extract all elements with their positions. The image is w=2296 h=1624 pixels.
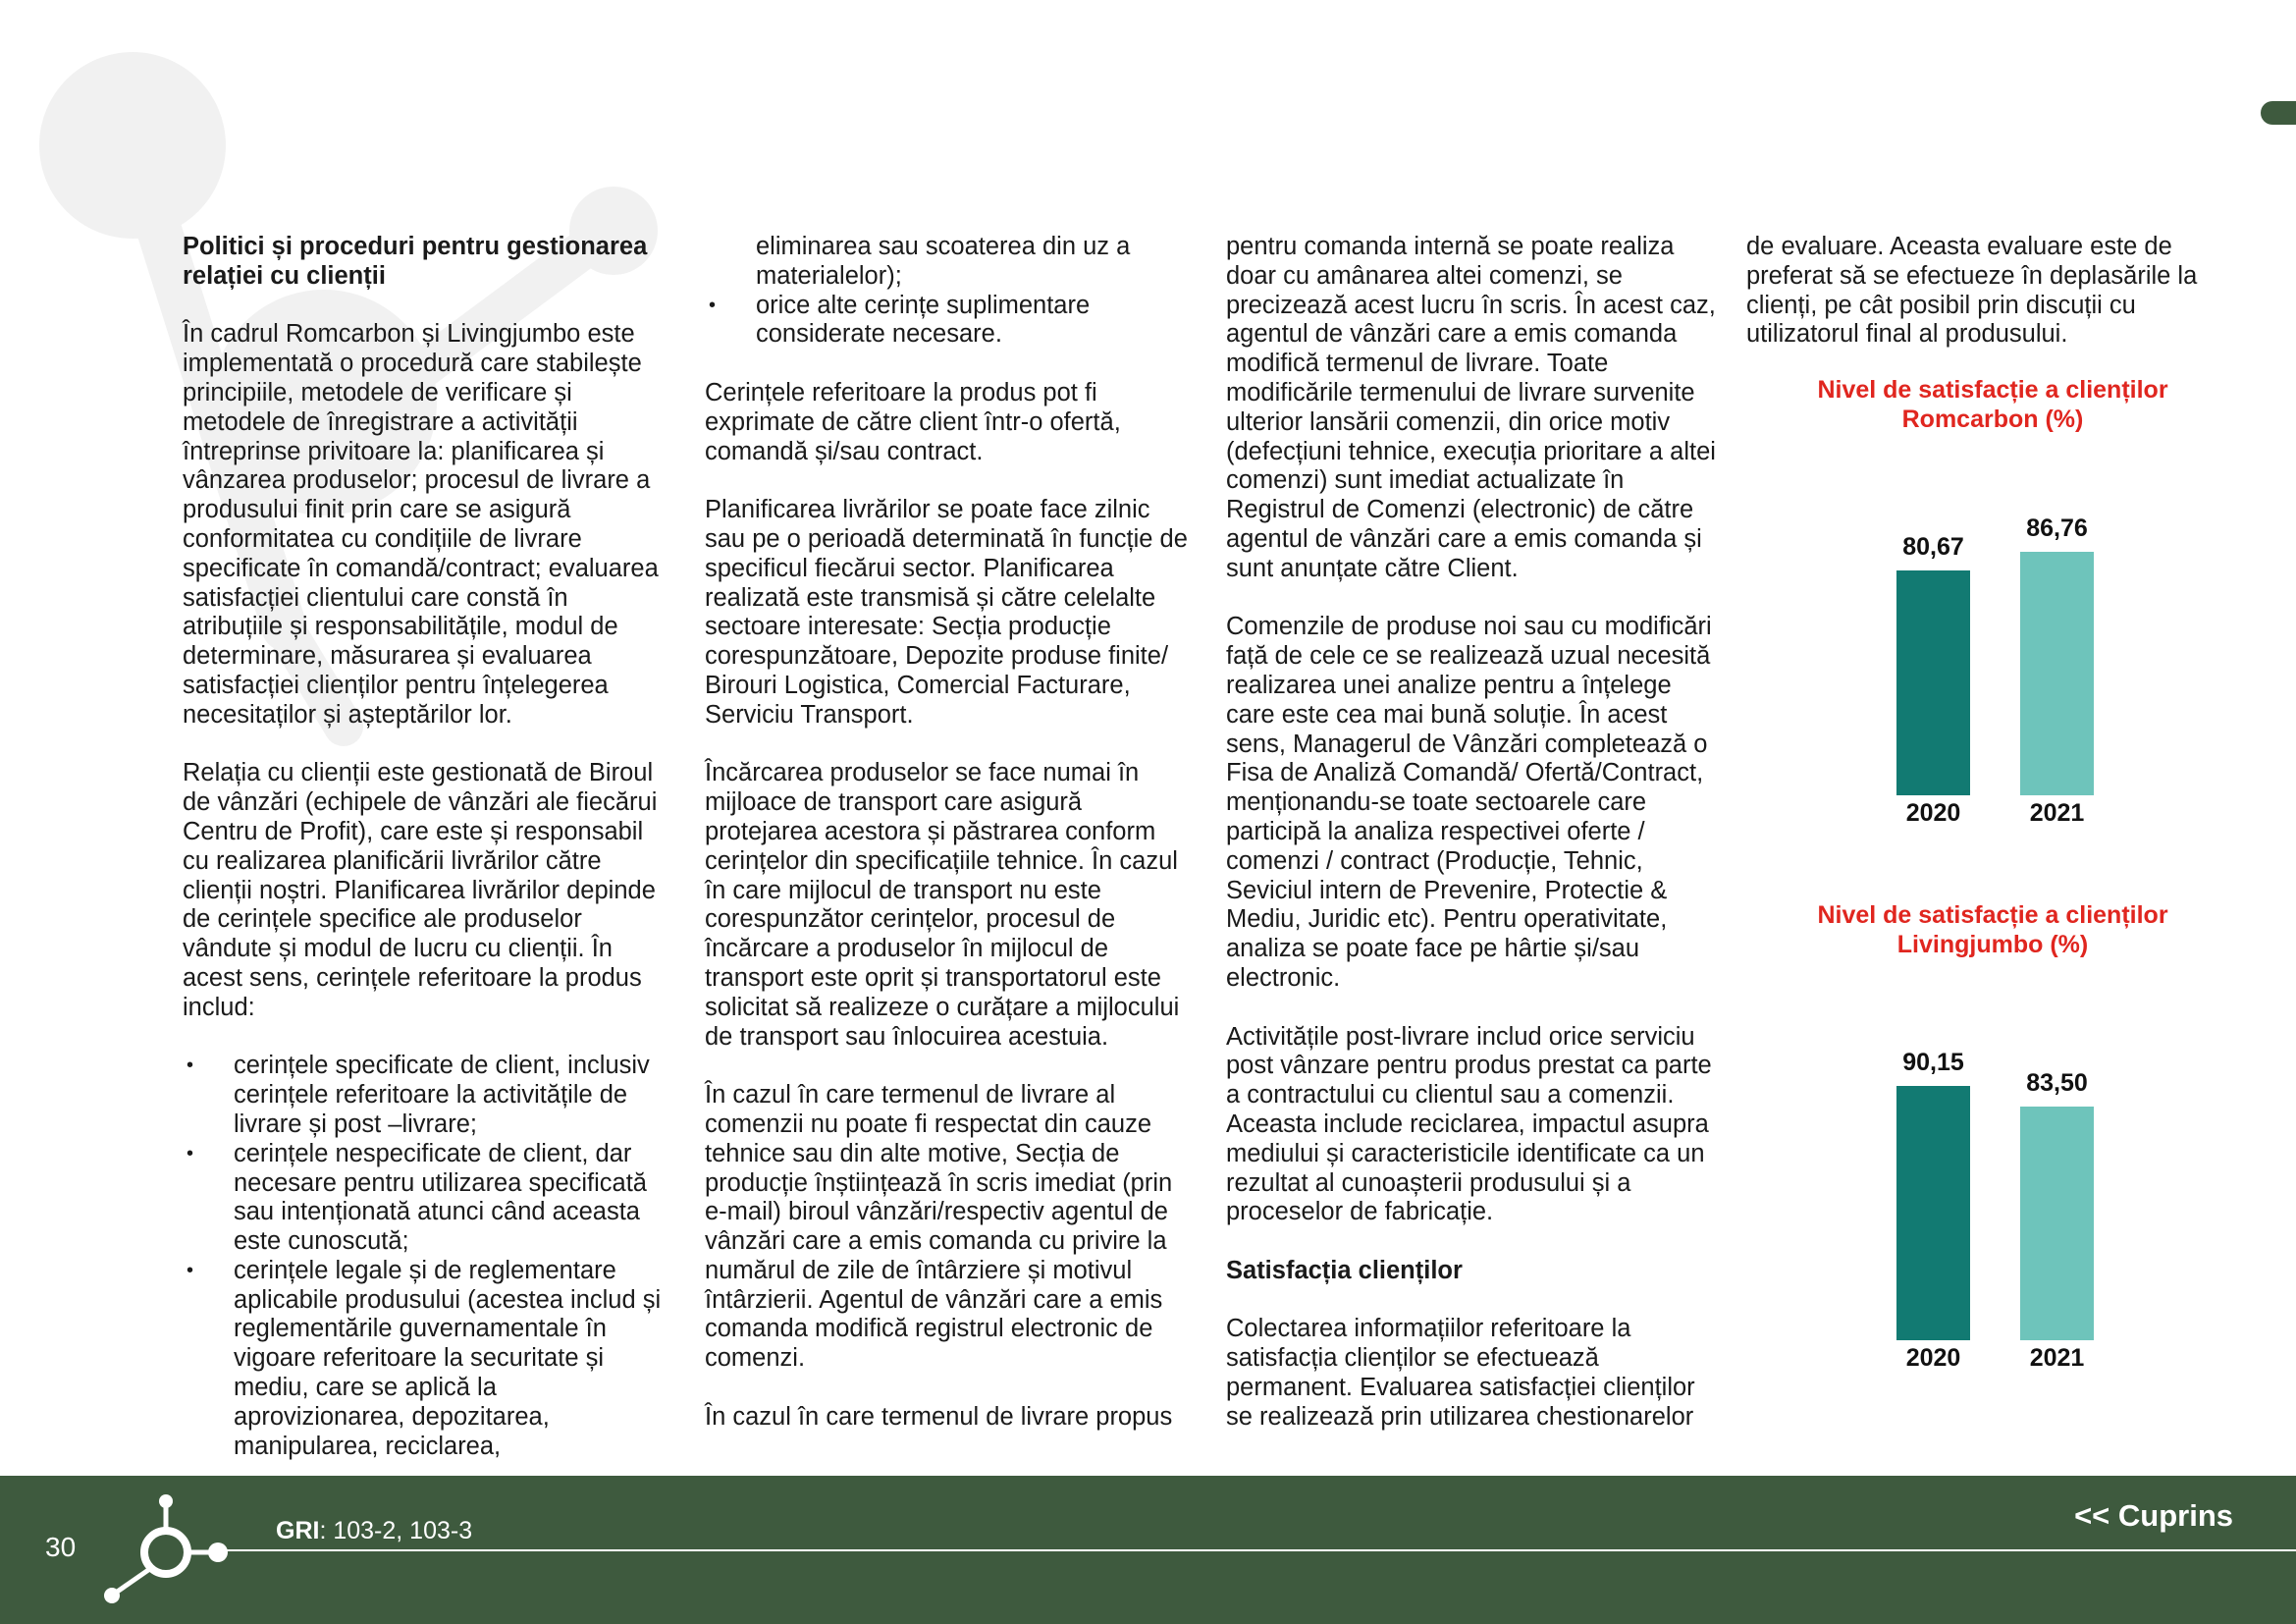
footer-bar [0, 1476, 2296, 1624]
bar-chart-romcarbon [1865, 471, 2160, 835]
list-item: • cerințele nespecificate de client, dar necesare pentru utilizarea specificată sau intenționată atunci când aceasta este cunoscută; [183, 1140, 673, 1257]
paragraph: Încărcarea produselor se face numai în mijloace de transport care asigură protejarea acestora și păstrarea conform cerințelor din specificațiile tehnice. În cazul în care mijlocul de transport nu este corespunzător cerințelor, procesul de încărcare a produselor în mijlocul de transport este oprit și transportatorul este solicitat să realizeze o curățare a mijlocului de transport sau înlocuirea acestuia. [705, 759, 1180, 1051]
text-column-1 [183, 233, 673, 1490]
category-label: 2021 [2029, 1344, 2085, 1372]
bar-2020 [1896, 1086, 1970, 1340]
paragraph: În cadrul Romcarbon și Livingjumbo este implementată o procedură care stabilește principiile, metodele de verificare și metodele de înregistrare a activității întreprinse privitoare la: planificarea și vânzarea produselor; procesul de livrare a produsului finit prin care se asigură conformitatea cu condițiile de livrare specificate în comandă/contract; evaluarea satisfacției clientului care constă în atribuțiile și responsabilitățile, modul de determinare, măsurarea și evaluarea satisfacției clienților pentru înțelegerea necesitaților și așteptărilor lor. [183, 320, 659, 729]
bar-value-label: 90,15 [1902, 1049, 1964, 1077]
category-label: 2020 [1905, 799, 1961, 827]
paragraph: Cerințele referitoare la produs pot fi exprimate de către client într-o ofertă, comandă și/sau contract. [705, 378, 1121, 465]
paragraph: În cazul în care termenul de livrare al comenzii nu poate fi respectat din cauze tehnice sau din alte motive, Secția de producție înștiințează în scris imediat (prin e-mail) biroul vânzări/respectiv agentul de vânzări care a emis comanda cu privire la numărul de zile de întârziere și motivul întârzierii. Agentul de vânzări care a emis comanda modifică registrul electronic de comenzi. [705, 1081, 1173, 1373]
requirements-list-continued [705, 292, 1196, 351]
paragraph: pentru comanda internă se poate realiza doar cu amânarea altei comenzi, se precizează acest lucru în scris. În acest caz, agentul de vânzări care a emis comanda modifică termenul de livrare. Toate modificările termenului de livrare survenite ulterior lansării comenzii, din orice motiv (defecțiuni tehnice, execuția prioritare a altei comenzi) sunt imediat actualizate în Registrul de Comenzi (electronic) de către agentul de vânzări care a emis comanda și sunt anunțate către Client. [1226, 233, 1716, 582]
paragraph: Activitățile post-livrare includ orice serviciu post vânzare pentru produs prestat ca parte a contractului cu clientul sau a comenzii. Aceasta include reciclarea, impactul asupra mediului și caracteristicile identificate ca un rezultat al cunoașterii produsului și a proceselor de fabricație. [1226, 1022, 1712, 1226]
gri-references [276, 1517, 472, 1545]
list-item: • cerințele legale și de reglementare aplicabile produsului (acestea includ și reglementările guvernamentale în vigoare referitoare la securitate și mediu, care se aplică la aprovizionarea, depozitarea, manipularea, reciclarea, [183, 1257, 673, 1462]
bar-value-label: 86,76 [2026, 514, 2088, 542]
category-label: 2021 [2029, 799, 2085, 827]
paragraph: de evaluare. Aceasta evaluare este de preferat să se efectueze în deplasările la clienți, pe cât posibil prin discuții cu utilizatorul final al produsului. [1746, 233, 2198, 349]
category-label: 2020 [1905, 1344, 1961, 1372]
bar-2021 [2020, 1107, 2094, 1340]
requirements-list [183, 1052, 673, 1461]
section-heading-satisfaction: Satisfacția clienților [1226, 1256, 1463, 1284]
bar-2021 [2020, 552, 2094, 795]
paragraph: În cazul în care termenul de livrare propus [705, 1402, 1173, 1431]
page-edge-tab [2261, 101, 2296, 125]
list-item: • orice alte cerințe suplimentare considerate necesare. [705, 292, 1196, 351]
gri-label: GRI [276, 1517, 320, 1544]
molecule-logo-icon [98, 1489, 236, 1607]
list-item-continuation: eliminarea sau scoaterea din uz a materialelor); [756, 233, 1131, 290]
gri-codes: : 103-2, 103-3 [319, 1517, 473, 1544]
page-number: 30 [45, 1532, 77, 1562]
bar-value-label: 80,67 [1902, 532, 1964, 561]
text-column-2 [705, 233, 1196, 1433]
bar-chart-livingjumbo [1865, 1016, 2160, 1380]
text-column-3 [1226, 233, 1727, 1433]
bar-2020 [1896, 570, 1970, 795]
footer-divider [216, 1549, 2296, 1551]
paragraph: Comenzile de produse noi sau cu modificări față de cele ce se realizează uzual necesită realizarea unei analize pentru a înțelege care este cea mai bună soluție. În acest sens, Managerul de Vânzări completează o Fisa de Analiză Comandă/ Ofertă/Contract, menționandu-se toate sectoarele care participă la analiza respectivei oferte / comenzi / contract (Producție, Tehnic, Seviciul intern de Prevenire, Protectie & Mediu, Juridic etc). Pentru operativitate, analiza se poate face pe hârtie și/sau electronic. [1226, 613, 1712, 992]
chart-title-romcarbon: Nivel de satisfacție a clienților Romcarbon (%) [1817, 376, 2168, 433]
paragraph: Planificarea livrărilor se poate face zilnic sau pe o perioadă determinată în funcție de specificul fiecărui sector. Planificarea realizată este transmisă și către celelalte sectoare interesate: Secția producție corespunzătoare, Depozite produse finite/ Birouri Logistica, Comercial Facturare, Serviciu Transport. [705, 496, 1188, 729]
table-of-contents-link[interactable]: << Cuprins [2074, 1498, 2233, 1533]
section-heading-policies: Politici și proceduri pentru gestionarea relației cu clienții [183, 233, 648, 290]
paragraph: Relația cu clienții este gestionată de Biroul de vânzări (echipele de vânzări ale fiecărui Centru de Profit), care este și responsabil cu realizarea planificării livrărilor către clienții noștri. Planificarea livrărilor depinde de cerințele specifice ale produselor vândute și modul de lucru cu clienții. În acest sens, cerințele referitoare la produs includ: [183, 759, 658, 1021]
bar-value-label: 83,50 [2026, 1068, 2088, 1097]
chart-title-livingjumbo: Nivel de satisfacție a clienților Livingjumbo (%) [1817, 901, 2168, 958]
list-item: • cerințele specificate de client, inclusiv cerințele referitoare la activitățile de livrare și post –livrare; [183, 1052, 673, 1139]
text-column-4 [1746, 233, 2217, 350]
paragraph: Colectarea informațiilor referitoare la satisfacția clienților se efectuează permanent. Evaluarea satisfacției clienților se realizează prin utilizarea chestionarelor [1226, 1315, 1695, 1431]
